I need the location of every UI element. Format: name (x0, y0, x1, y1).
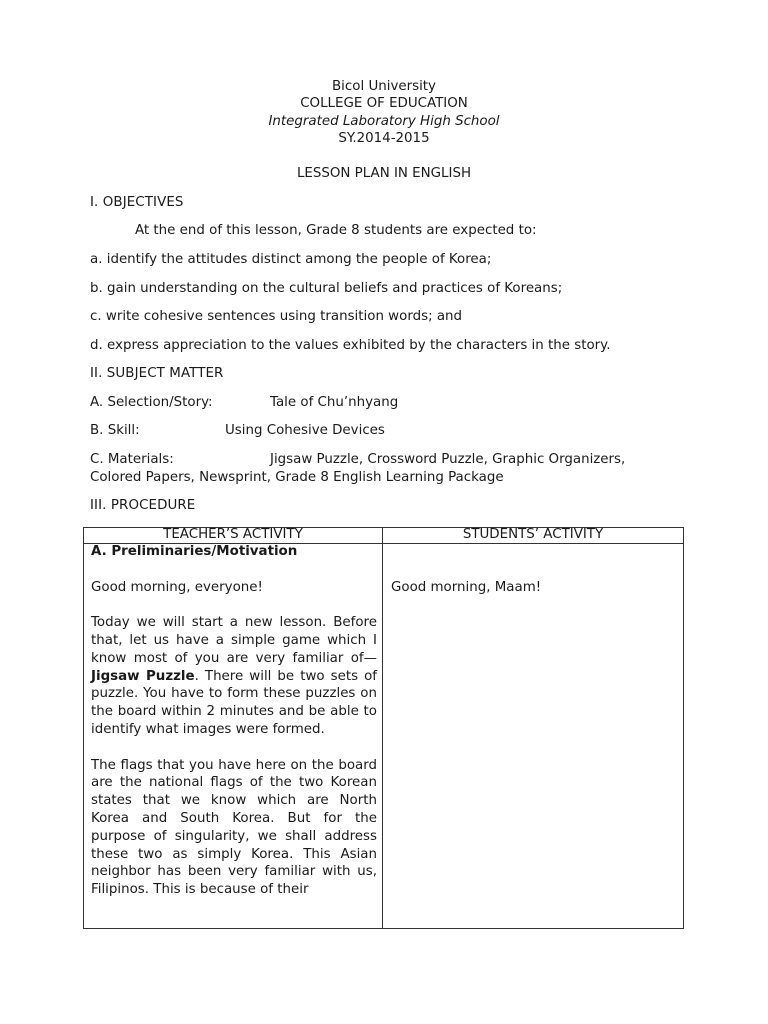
teacher-paragraph-flags: The flags that you have here on the board are the national flags of the two Korean states that we know which are North Korea and South Korea. But for the purpose of singularity, we shall address these two as simply Korea. This Asian neighbor has been very familiar with us, Filipinos. This is because of their (91, 757, 377, 898)
objective-item: b. gain understanding on the cultural beliefs and practices of Koreans; (90, 281, 563, 296)
paragraph-text: Today we will start a new lesson. Before that, let us have a simple game which I know most of you are very familiar of— (91, 615, 377, 666)
section-title: A. Preliminaries/Motivation (91, 544, 298, 559)
university-name: Bicol University (332, 79, 436, 94)
student-greeting: Good morning, Maam! (391, 579, 542, 595)
jigsaw-puzzle-bold: Jigsaw Puzzle (91, 668, 195, 684)
procedure-heading: III. PROCEDURE (90, 498, 196, 513)
materials-value-continued: Colored Papers, Newsprint, Grade 8 English Learning Package (90, 470, 504, 485)
students-activity-header: STUDENTS’ ACTIVITY (462, 527, 604, 542)
selection-value: Tale of Chu’nhyang (270, 395, 399, 410)
procedure-table (83, 527, 684, 929)
objectives-intro: At the end of this lesson, Grade 8 students are expected to: (135, 223, 537, 238)
objective-item: d. express appreciation to the values exhibited by the characters in the story. (90, 338, 611, 353)
subject-matter-heading: II. SUBJECT MATTER (90, 366, 224, 381)
skill-label: B. Skill: (90, 423, 140, 438)
document-title: LESSON PLAN IN ENGLISH (296, 166, 472, 181)
skill-value: Using Cohesive Devices (225, 423, 385, 438)
selection-label: A. Selection/Story: (90, 395, 213, 410)
teacher-greeting: Good morning, everyone! (91, 579, 263, 595)
paragraph-text: . There will be two sets of puzzle. You have to form these puzzles on the board within 2 minutes and be able to identify what images were formed. (91, 668, 377, 737)
teacher-activity-header: TEACHER’S ACTIVITY (163, 527, 303, 542)
objectives-heading: I. OBJECTIVES (90, 195, 184, 210)
school-year: SY.2014-2015 (338, 131, 430, 146)
teacher-activity-cell (91, 543, 377, 899)
materials-label: C. Materials: (90, 452, 174, 467)
teacher-paragraph-puzzle (91, 614, 377, 739)
objective-item: a. identify the attitudes distinct among the people of Korea; (90, 252, 492, 267)
materials-value: Jigsaw Puzzle, Crossword Puzzle, Graphic Organizers, (270, 452, 626, 467)
school-name: Integrated Laboratory High School (268, 114, 500, 129)
students-activity-cell (391, 543, 677, 596)
column-divider (382, 528, 383, 928)
college-name: COLLEGE OF EDUCATION (300, 96, 468, 111)
objective-item: c. write cohesive sentences using transition words; and (90, 309, 463, 324)
